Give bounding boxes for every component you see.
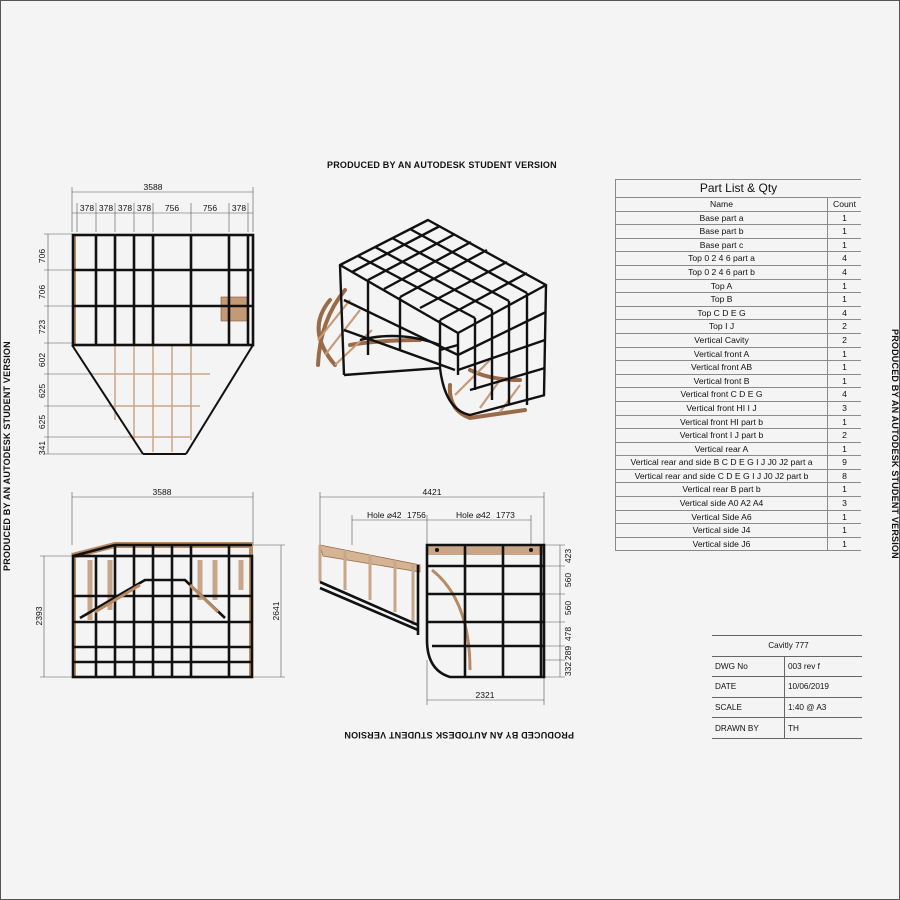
table-row xyxy=(616,211,862,225)
dim-side-overall-width: 4421 xyxy=(422,487,442,497)
table-row xyxy=(616,415,862,429)
part-name: Vertical rear and side B C D E G I J J0 J2 part a xyxy=(616,456,828,470)
part-count: 1 xyxy=(828,415,861,429)
dim-segment: 378 xyxy=(98,203,114,213)
table-row xyxy=(616,469,862,483)
table-row xyxy=(616,483,862,497)
dim-vertical: 602 xyxy=(37,352,47,368)
hole-label: Hole ⌀42 xyxy=(456,510,491,520)
table-row xyxy=(616,252,862,266)
watermark-left: PRODUCED BY AN AUTODESK STUDENT VERSION xyxy=(2,341,12,571)
part-count: 1 xyxy=(828,374,861,388)
dim-vertical: 723 xyxy=(37,319,47,335)
part-name: Vertical front HI part b xyxy=(616,415,828,429)
part-name: Vertical rear A xyxy=(616,442,828,456)
table-row xyxy=(616,225,862,239)
table-row xyxy=(616,320,862,334)
part-name: Top C D E G xyxy=(616,306,828,320)
title-block-key: DWG No xyxy=(712,656,785,677)
dim-segment: 378 xyxy=(79,203,95,213)
part-count: 2 xyxy=(828,333,861,347)
part-count: 1 xyxy=(828,211,861,225)
part-count: 4 xyxy=(828,265,861,279)
hole-label: Hole ⌀42 xyxy=(367,510,402,520)
table-row xyxy=(616,374,862,388)
table-row xyxy=(616,333,862,347)
side-elevation-view xyxy=(320,487,573,705)
table-row xyxy=(616,265,862,279)
part-count: 2 xyxy=(828,320,861,334)
part-count: 4 xyxy=(828,388,861,402)
hole-dim: 1773 xyxy=(496,510,515,520)
front-elevation-view xyxy=(34,487,285,678)
title-block-value: 10/06/2019 xyxy=(785,677,863,698)
part-count: 1 xyxy=(828,483,861,497)
isometric-view xyxy=(318,220,546,418)
title-block-key: DRAWN BY xyxy=(712,718,785,739)
dim-overall-width: 3588 xyxy=(143,182,163,192)
dim-front-height-right: 2641 xyxy=(271,601,281,621)
part-count: 1 xyxy=(828,361,861,375)
part-count: 3 xyxy=(828,401,861,415)
part-count: 1 xyxy=(828,524,861,538)
column-header-count: Count xyxy=(828,198,861,212)
title-block xyxy=(712,635,862,739)
part-name: Vertical front I J part b xyxy=(616,429,828,443)
dim-segment: 756 xyxy=(202,203,218,213)
top-plan-view xyxy=(37,182,253,455)
table-row xyxy=(616,306,862,320)
dim-segment: 378 xyxy=(136,203,152,213)
table-row xyxy=(616,361,862,375)
drawing-title: Cavitly 777 xyxy=(712,636,862,657)
watermark-top: PRODUCED BY AN AUTODESK STUDENT VERSION xyxy=(327,160,557,170)
dim-side-vertical: 423 xyxy=(563,548,573,564)
part-count: 1 xyxy=(828,238,861,252)
table-row xyxy=(616,293,862,307)
table-row xyxy=(616,497,862,511)
table-row xyxy=(616,510,862,524)
dim-segment: 378 xyxy=(231,203,247,213)
part-count: 1 xyxy=(828,510,861,524)
part-count: 1 xyxy=(828,442,861,456)
part-count: 4 xyxy=(828,252,861,266)
part-name: Vertical rear and side C D E G I J J0 J2 part b xyxy=(616,469,828,483)
dim-vertical: 625 xyxy=(37,414,47,430)
part-name: Base part a xyxy=(616,211,828,225)
part-name: Vertical front HI I J xyxy=(616,401,828,415)
dim-vertical: 706 xyxy=(37,248,47,264)
title-block-key: DATE xyxy=(712,677,785,698)
part-list-title: Part List & Qty xyxy=(616,180,862,198)
part-list-table xyxy=(615,179,861,551)
part-count: 1 xyxy=(828,347,861,361)
part-name: Vertical Side A6 xyxy=(616,510,828,524)
title-block-key: SCALE xyxy=(712,697,785,718)
part-name: Vertical front A xyxy=(616,347,828,361)
part-count: 1 xyxy=(828,225,861,239)
table-row xyxy=(616,388,862,402)
part-name: Vertical front C D E G xyxy=(616,388,828,402)
title-block-value: 1:40 @ A3 xyxy=(785,697,863,718)
table-row xyxy=(616,456,862,470)
title-block-value: 003 rev f xyxy=(785,656,863,677)
dim-side-vertical: 560 xyxy=(563,600,573,616)
part-name: Vertical side J4 xyxy=(616,524,828,538)
dim-side-vertical: 478 xyxy=(563,626,573,642)
table-row xyxy=(616,442,862,456)
part-count: 3 xyxy=(828,497,861,511)
watermark-bottom: PRODUCED BY AN AUTODESK STUDENT VERSION xyxy=(344,730,574,740)
dim-segment: 756 xyxy=(164,203,180,213)
part-name: Top B xyxy=(616,293,828,307)
dim-vertical: 341 xyxy=(37,440,47,456)
table-row xyxy=(616,537,862,551)
dim-segment: 378 xyxy=(117,203,133,213)
part-name: Base part b xyxy=(616,225,828,239)
part-name: Vertical side J6 xyxy=(616,537,828,551)
part-name: Vertical front B xyxy=(616,374,828,388)
part-name: Top I J xyxy=(616,320,828,334)
part-count: 4 xyxy=(828,306,861,320)
dim-vertical: 625 xyxy=(37,383,47,399)
table-row xyxy=(616,401,862,415)
part-count: 1 xyxy=(828,293,861,307)
dim-side-base-width: 2321 xyxy=(475,690,495,700)
title-block-value: TH xyxy=(785,718,863,739)
dim-side-vertical: 560 xyxy=(563,572,573,588)
part-name: Top 0 2 4 6 part a xyxy=(616,252,828,266)
part-name: Vertical front AB xyxy=(616,361,828,375)
dim-front-height-left: 2393 xyxy=(34,606,44,626)
part-count: 9 xyxy=(828,456,861,470)
part-name: Top 0 2 4 6 part b xyxy=(616,265,828,279)
part-count: 1 xyxy=(828,279,861,293)
column-header-name: Name xyxy=(616,198,828,212)
part-name: Top A xyxy=(616,279,828,293)
part-name: Vertical side A0 A2 A4 xyxy=(616,497,828,511)
hole-dim: 1756 xyxy=(407,510,426,520)
dim-side-vertical: 332 xyxy=(563,661,573,677)
part-count: 1 xyxy=(828,537,861,551)
dim-vertical: 706 xyxy=(37,284,47,300)
dim-side-vertical: 289 xyxy=(563,645,573,661)
part-count: 8 xyxy=(828,469,861,483)
table-row xyxy=(616,238,862,252)
dim-front-width: 3588 xyxy=(152,487,172,497)
part-name: Vertical rear B part b xyxy=(616,483,828,497)
watermark-right: PRODUCED BY AN AUTODESK STUDENT VERSION xyxy=(890,329,900,559)
part-name: Base part c xyxy=(616,238,828,252)
table-row xyxy=(616,347,862,361)
table-row xyxy=(616,429,862,443)
table-row xyxy=(616,524,862,538)
part-name: Vertical Cavity xyxy=(616,333,828,347)
table-row xyxy=(616,279,862,293)
part-count: 2 xyxy=(828,429,861,443)
